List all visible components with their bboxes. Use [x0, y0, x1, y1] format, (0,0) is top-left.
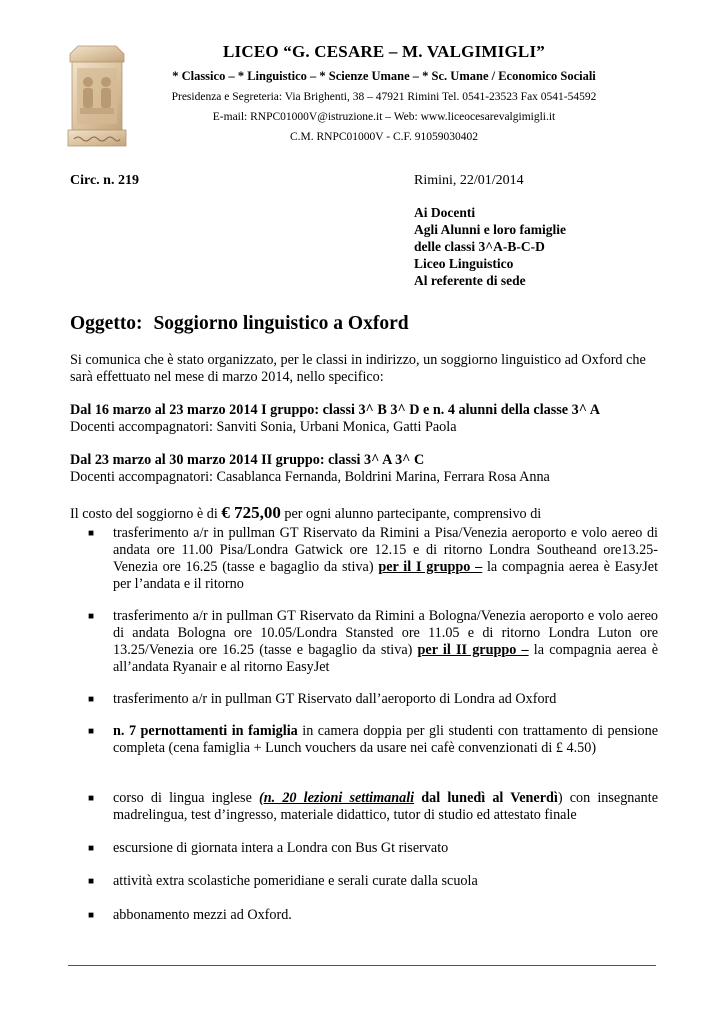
recipient-line: Al referente di sede	[414, 273, 526, 288]
recipients-block	[414, 204, 566, 289]
item-emphasis: dal lunedì al Venerdì	[421, 790, 558, 806]
item-emphasis: (n. 20 lezioni settimanali	[259, 790, 415, 806]
list-item	[88, 840, 658, 857]
bullet-square-icon: ■	[88, 793, 95, 804]
item-text: abbonamento mezzi ad Oxford.	[113, 907, 292, 923]
stone-stele-relief-icon	[64, 44, 130, 150]
recipient-line: Ai Docenti	[414, 205, 476, 220]
subject-label: Oggetto:	[70, 313, 143, 334]
recipient-line: Agli Alunni e loro famiglie	[414, 222, 567, 237]
item-text: in camera doppia per gli studenti con trattamento di pensione completa (cena famiglia + Lunch vouchers da usare nei cafè convenzionati di £ 4.50)	[113, 723, 658, 756]
recipient-line: Liceo Linguistico	[414, 256, 514, 271]
school-codes: C.M. RNPC01000V - C.F. 91059030402	[289, 131, 478, 143]
item-text: escursione di giornata intera a Londra con Bus Gt riservato	[113, 840, 449, 856]
school-logo	[64, 44, 130, 150]
item-text: ) con insegnante madrelingua, test d’ingresso, materiale didattico, tutor di studio ed attestato finale	[113, 790, 659, 823]
item-text: corso di lingua inglese	[113, 790, 252, 806]
bullet-square-icon: ■	[88, 876, 95, 887]
group2-title: Dal 23 marzo al 30 marzo 2014 II gruppo: classi 3^ A 3^ C	[70, 452, 425, 468]
place-date: Rimini, 22/01/2014	[414, 173, 524, 188]
item-text: trasferimento a/r in pullman GT Riservato dall’aeroporto di Londra ad Oxford	[113, 691, 557, 707]
bullet-square-icon: ■	[88, 611, 95, 622]
list-item	[88, 907, 658, 924]
circular-number: Circ. n. 219	[70, 173, 139, 188]
item-emphasis: per il II gruppo –	[417, 642, 529, 658]
bullet-square-icon: ■	[88, 694, 95, 705]
school-address: Presidenza e Segreteria: Via Brighenti, 38 – 47921 Rimini Tel. 0541-23523 Fax 0541-54592	[171, 91, 597, 103]
list-item	[88, 525, 658, 593]
list-item	[88, 608, 658, 676]
recipient-line: delle classi 3^A-B-C-D	[414, 239, 545, 254]
group2-teachers: Docenti accompagnatori: Casablanca Fernanda, Boldrini Marina, Ferrara Rosa Anna	[70, 469, 550, 485]
cost-suffix: per ogni alunno partecipante, comprensivo di	[284, 506, 542, 522]
school-name: LICEO “G. CESARE – M. VALGIMIGLI”	[223, 42, 545, 61]
group1-teachers: Docenti accompagnatori: Sanviti Sonia, Urbani Monica, Gatti Paola	[70, 419, 457, 435]
item-text: trasferimento a/r in pullman GT Riservato da Rimini a Bologna/Venezia aeroporto e volo aereo di andata Bologna ore 10.05/Londra Stansted ore 11.05 e di ritorno Londra Luton ore 13.25/Venezia ore 16.25 (tasse e bagaglio da stiva)	[113, 608, 658, 658]
item-emphasis: n. 7 pernottamenti in famiglia	[113, 723, 298, 739]
cost-line	[70, 504, 658, 523]
subject-heading	[70, 313, 409, 335]
bullet-square-icon: ■	[88, 910, 95, 921]
bullet-square-icon: ■	[88, 843, 95, 854]
list-item	[88, 873, 658, 890]
cost-prefix: Il costo del soggiorno è di	[70, 506, 218, 522]
list-item	[88, 723, 658, 757]
school-contacts: E-mail: RNPC01000V@istruzione.it – Web: www.liceocesarevalgimigli.it	[212, 111, 556, 123]
list-item	[88, 691, 658, 708]
list-item	[88, 790, 658, 824]
item-emphasis: per il I gruppo –	[378, 559, 483, 575]
subject-text: Soggiorno linguistico a Oxford	[153, 313, 409, 334]
cost-amount: € 725,00	[221, 503, 281, 522]
bullet-square-icon: ■	[88, 528, 95, 539]
item-text: la compagnia aerea è EasyJet per l’andata e il ritorno	[113, 559, 659, 592]
group1-title: Dal 16 marzo al 23 marzo 2014 I gruppo: classi 3^ B 3^ D e n. 4 alunni della classe 3^ A	[70, 402, 600, 418]
item-text: attività extra scolastiche pomeridiane e serali curate dalla scuola	[113, 873, 478, 889]
footer-divider	[68, 965, 656, 966]
item-text: trasferimento a/r in pullman GT Riservato da Rimini a Pisa/Venezia aeroporto e volo aereo di andata ore 11.00 Pisa/Londra Gatwick ore 12.15 e di ritorno Londra Southeand ore13.25-Venezia ore 16.25 (tasse e bagaglio da stiva)	[113, 525, 658, 575]
item-text: la compagnia aerea è all’andata Ryanair e al ritorno EasyJet	[113, 642, 658, 675]
school-sections: * Classico – * Linguistico – * Scienze Umane – * Sc. Umane / Economico Sociali	[172, 69, 596, 83]
intro-paragraph: Si comunica che è stato organizzato, per le classi in indirizzo, un soggiorno linguistico ad Oxford che sarà effettuato nel mese di marzo 2014, nello specifico:	[70, 352, 646, 385]
bullet-square-icon: ■	[88, 726, 95, 737]
